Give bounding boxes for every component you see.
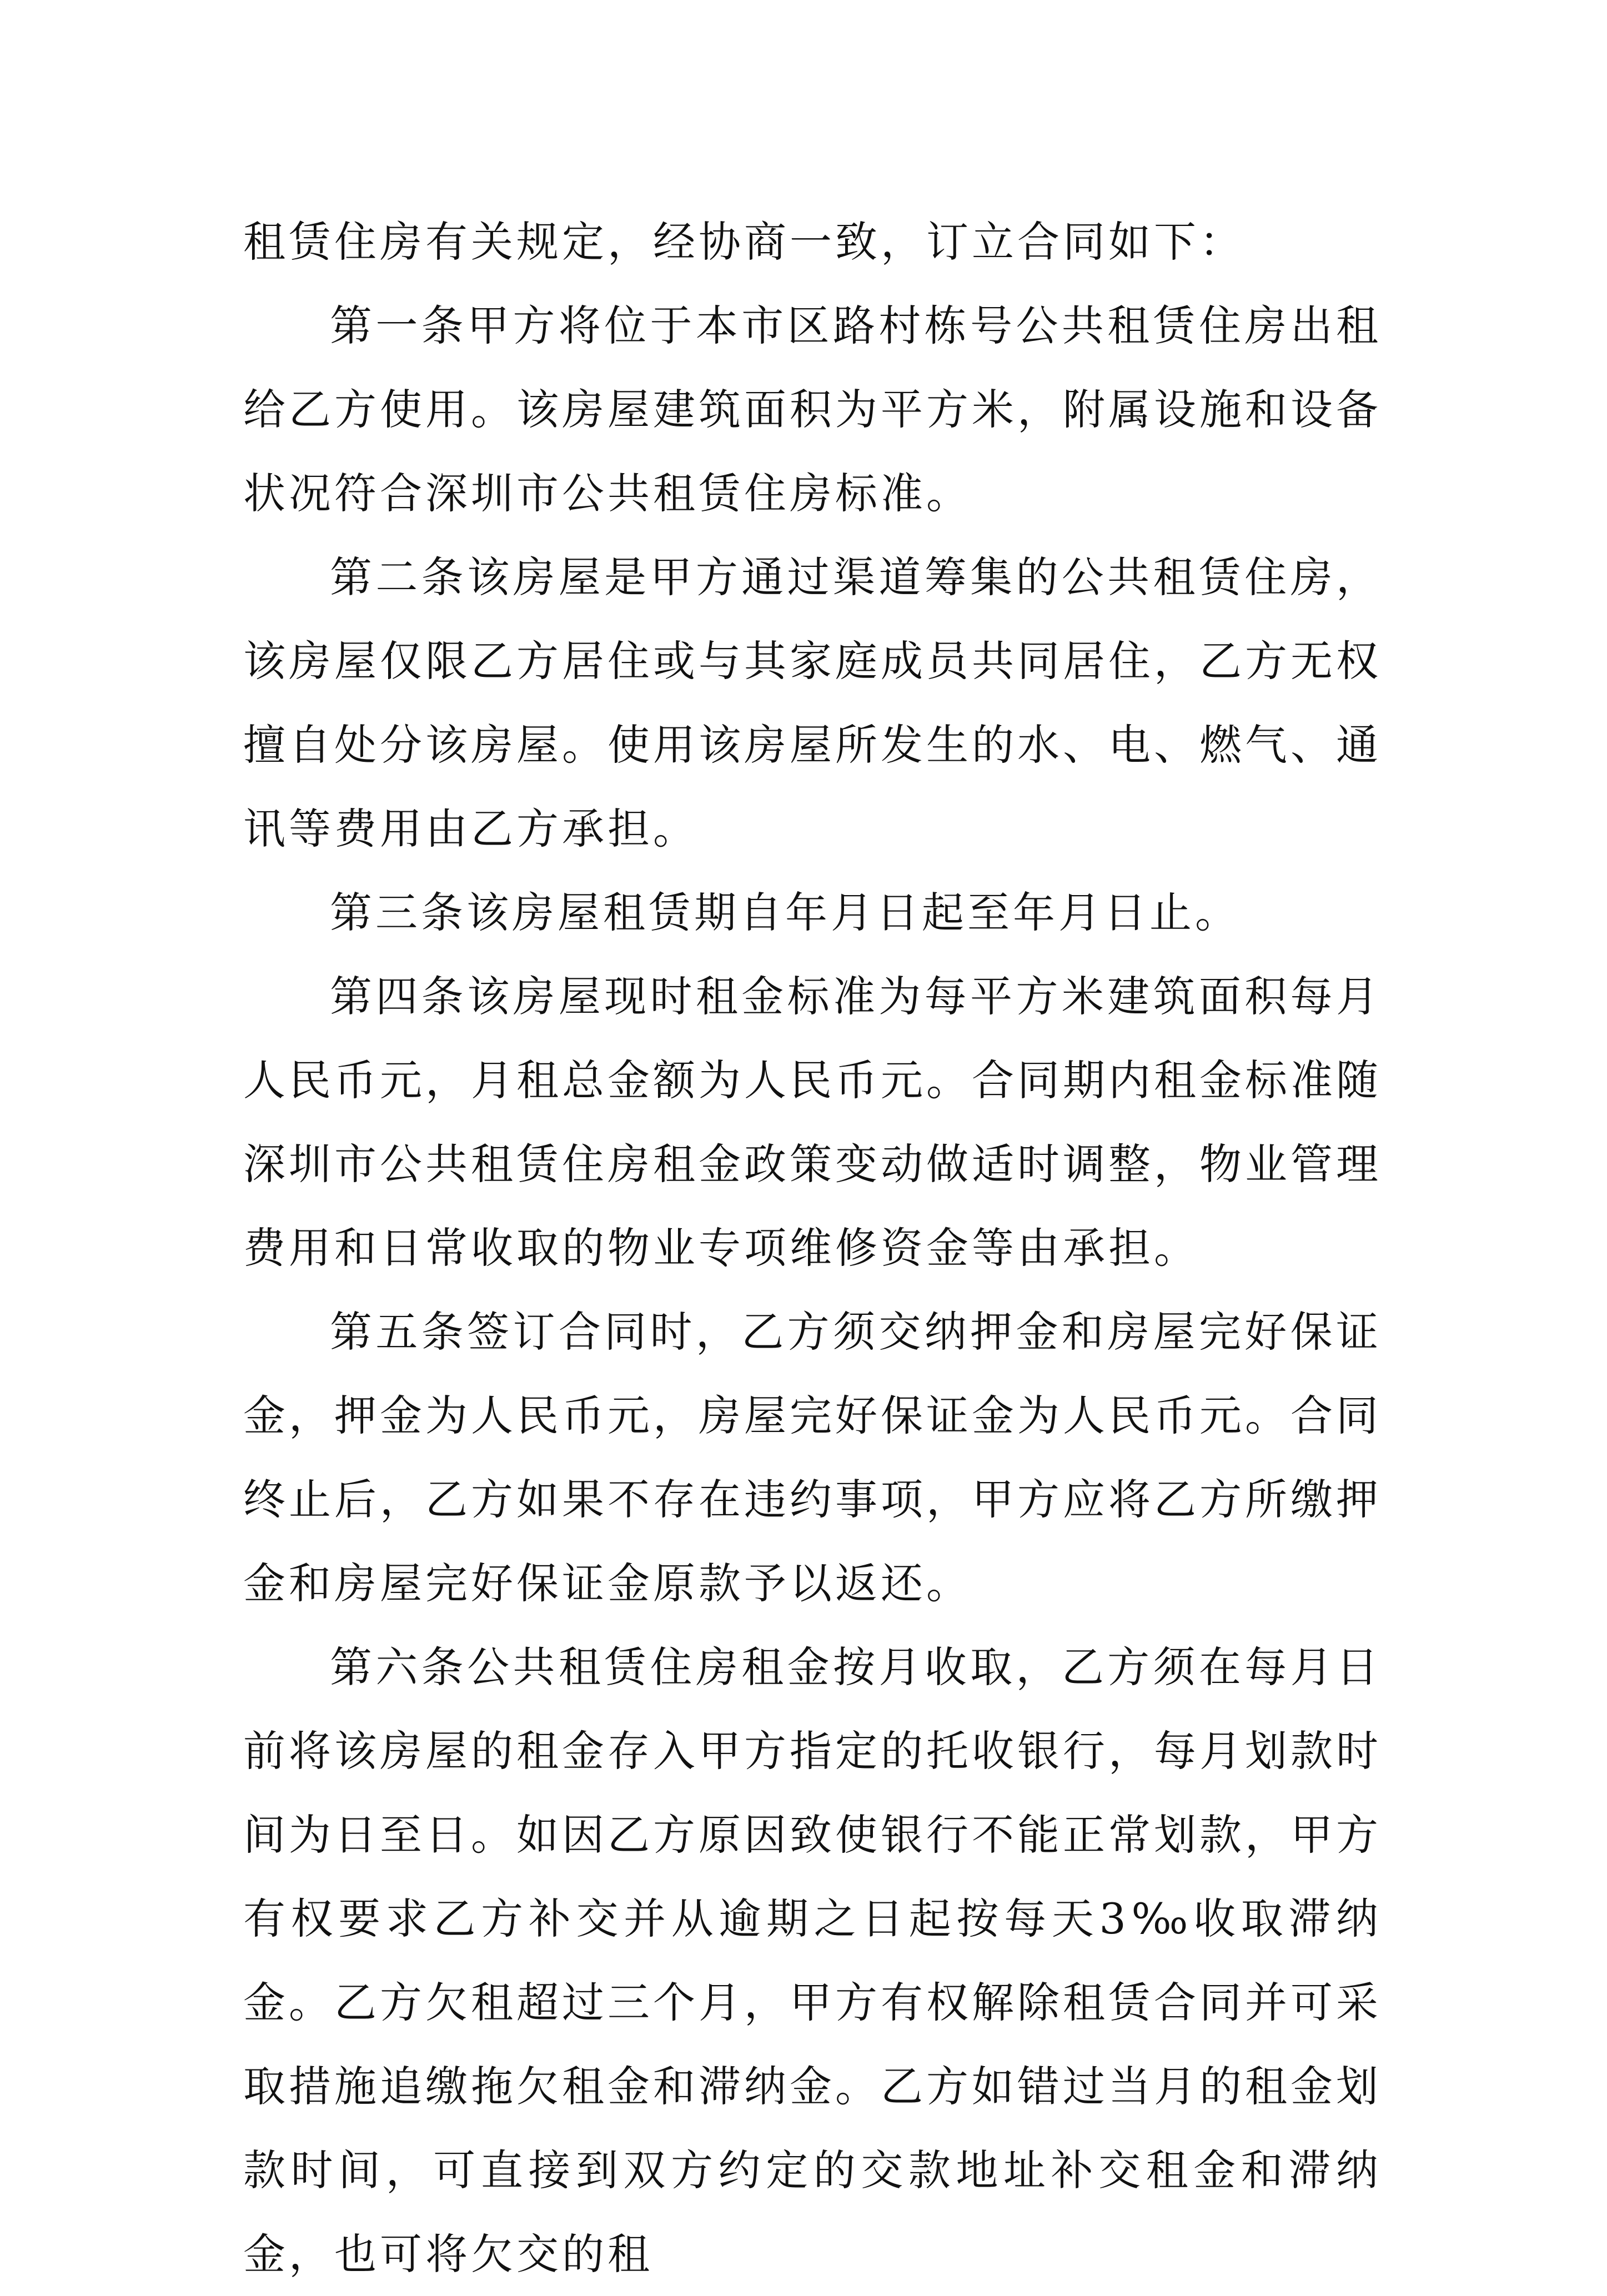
article-3-paragraph: 第三条该房屋租赁期自年月日起至年月日止。 bbox=[330, 888, 1241, 937]
article-6-paragraph: 第六条公共租赁住房租金按月收取，乙方须在每月日前将该房屋的租金存入甲方指定的托收银行，每月划款时间为日至日。如因乙方原因致使银行不能正常划款，甲方有权要求乙方补交并从逾期之日起按每天3‰收取滞纳金。乙方欠租超过三个月，甲方有权解除租赁合同并可采取措施追缴拖欠租金和滞纳金。乙方如错过当月的租金划款时间，可直接到双方约定的交款地址补交租金和滞纳金，也可将欠交的租 bbox=[243, 1642, 1382, 2279]
article-1-paragraph: 第一条甲方将位于本市区路村栋号公共租赁住房出租给乙方使用。该房屋建筑面积为平方米，附属设施和设备状况符合深圳市公共租赁住房标准。 bbox=[243, 301, 1382, 518]
contract-body bbox=[243, 200, 1382, 2296]
article-2-paragraph: 第二条该房屋是甲方通过渠道筹集的公共租赁住房，该房屋仅限乙方居住或与其家庭成员共同居住，乙方无权擅自处分该房屋。使用该房屋所发生的水、电、燃气、通讯等费用由乙方承担。 bbox=[243, 552, 1382, 853]
intro-paragraph: 租赁住房有关规定，经协商一致，订立合同如下： bbox=[243, 217, 1245, 267]
article-4-paragraph: 第四条该房屋现时租金标准为每平方米建筑面积每月人民币元，月租总金额为人民币元。合同期内租金标准随深圳市公共租赁住房租金政策变动做适时调整，物业管理费用和日常收取的物业专项维修资金等由承担。 bbox=[243, 972, 1382, 1273]
article-5-paragraph: 第五条签订合同时，乙方须交纳押金和房屋完好保证金，押金为人民币元，房屋完好保证金为人民币元。合同终止后，乙方如果不存在违约事项，甲方应将乙方所缴押金和房屋完好保证金原款予以返还。 bbox=[243, 1307, 1382, 1608]
